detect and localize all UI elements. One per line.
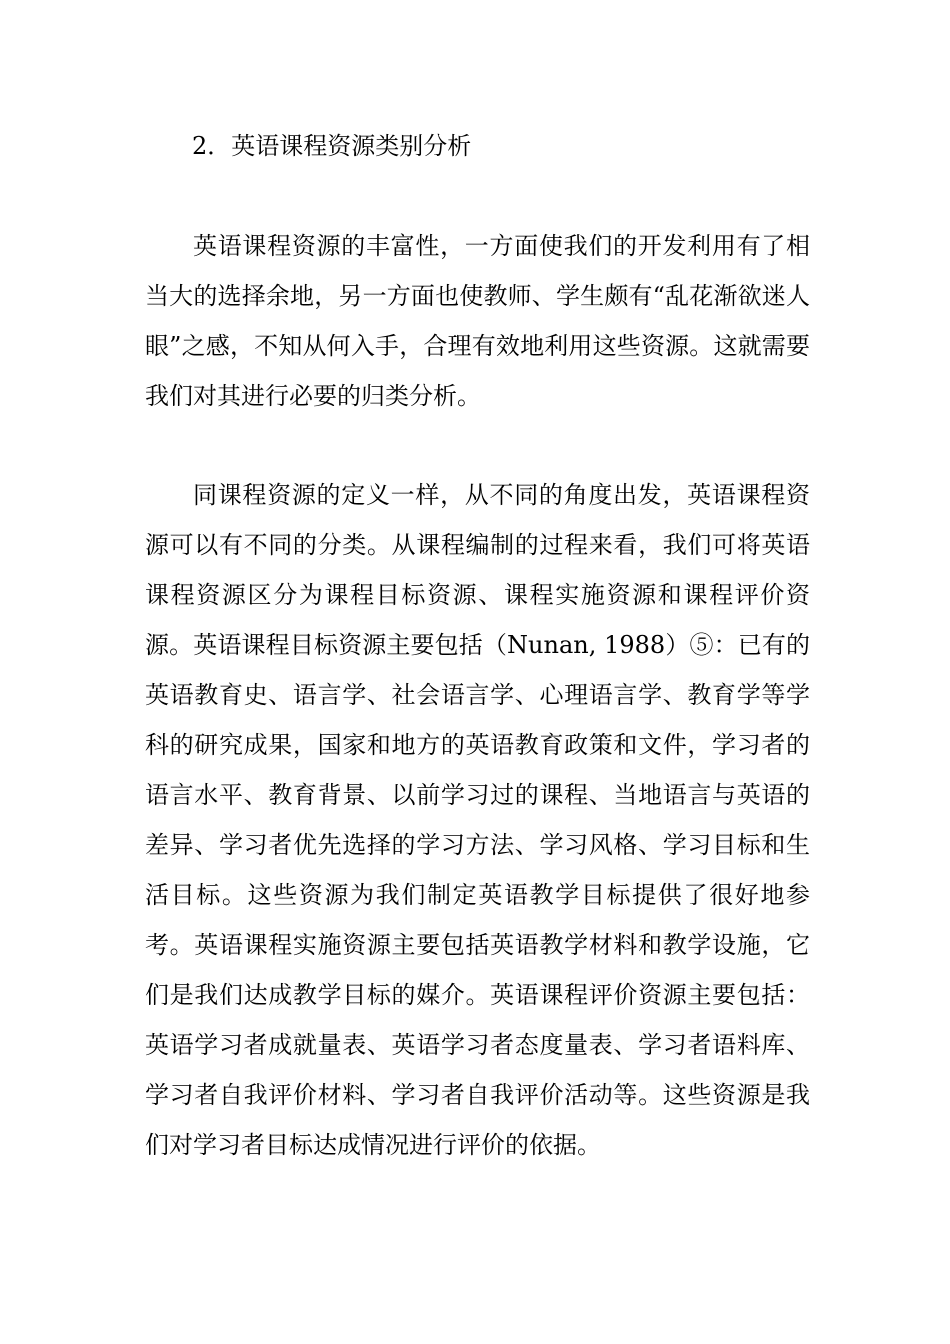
paragraph-resource-classification: 同课程资源的定义一样，从不同的角度出发，英语课程资源可以有不同的分类。从课程编制的过程来看，我们可将英语课程资源区分为课程目标资源、课程实施资源和课程评价资源。英语课程目标资源主要包括（Nunan, 1988）⑤：已有的英语教育史、语言学、社会语言学、心理语言学、教育学等学科的研究成果，国家和地方的英语教育政策和文件，学习者的语言水平、教育背景、以前学习过的课程、当地语言与英语的差异、学习者优先选择的学习方法、学习风格、学习目标和生活目标。这些资源为我们制定英语教学目标提供了很好地参考。英语课程实施资源主要包括英语教学材料和教学设施，它们是我们达成教学目标的媒介。英语课程评价资源主要包括：英语学习者成就量表、英语学习者态度量表、学习者语料库、学习者自我评价材料、学习者自我评价活动等。这些资源是我们对学习者目标达成情况进行评价的依据。 xyxy=(145,481,810,1159)
paragraph-resource-richness: 英语课程资源的丰富性，一方面使我们的开发利用有了相当大的选择余地，另一方面也使教师、学生颇有“乱花渐欲迷人眼”之感，不知从何入手，合理有效地利用这些资源。这就需要我们对其进行必要的归类分析。 xyxy=(145,232,810,410)
section-heading: 2．英语课程资源类别分析 xyxy=(192,132,472,160)
